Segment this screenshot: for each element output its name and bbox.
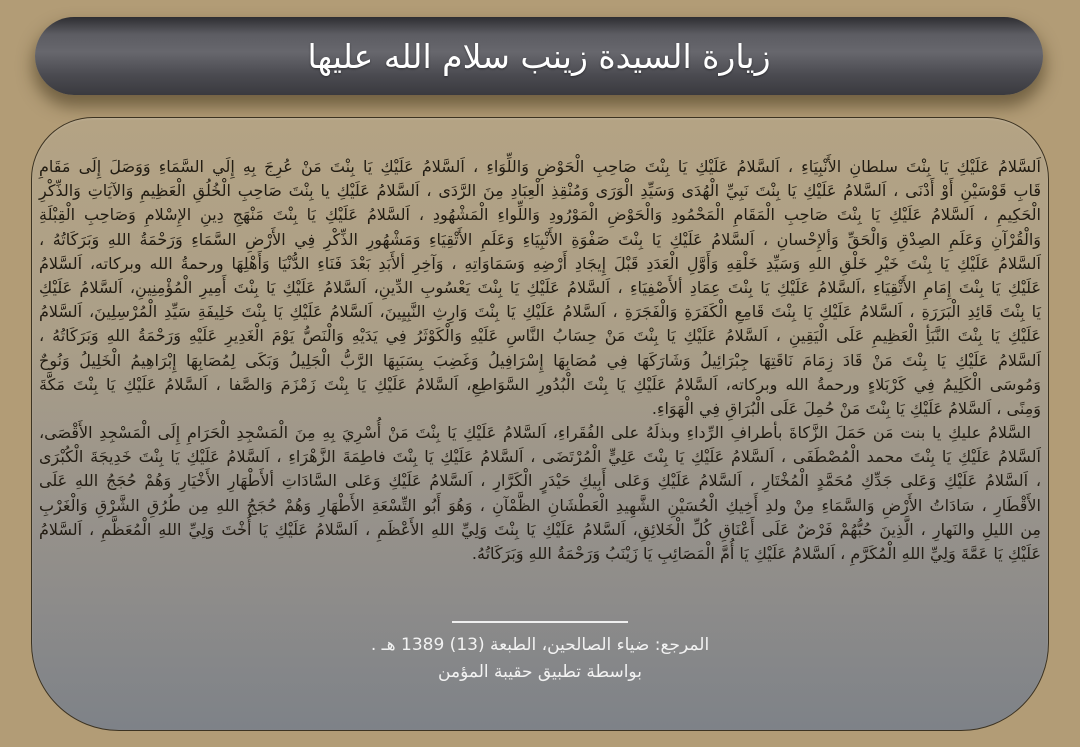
text-line: مِن الليلِ والنَهارِ ، الَّذِينَ حُبُّهُمْ فَرْضٌ عَلَى أَعْنَاقِ كُلِّ الْخَلائِقِ، اَلسَّلامُ عَلَيْكِ يَا بِنْتَ وَلِيِّ اللهِ الأَعْظَمِ ، اَلسَّلامُ عَلَيْكِ يَا أُخْتَ وَلِيِّ اللهِ الْمُعَظَّمِ ، اَلسَّلامُ	[39, 519, 1041, 539]
text-line: الأَقْطَارِ ، سَادَاتُ الأَرْضِ وَالسَّمَاءِ مِنْ ولدِ أَخِيكِ الْحُسَيْنِ الشَّهِيدِ الْعَطْشَانِ الظَّمْآنِ ، وَهُوَ أَبُو التِّسْعَةِ الأَطْهَارِ وَهُمْ حُجَجُ اللهِ مِن طُرُقِ الشَّرْقِ وَالْغَرْبِ	[39, 495, 1041, 515]
text-line: اَلسَّلامُ عَلَيْكِ يَا بِنْتَ محمد الْمُصْطَفَى ، اَلسَّلامُ عَلَيْكِ يَا بِنْتَ عَلِيٍّ الْمُرْتَضَى ، اَلسَّلامُ عَلَيْكِ يَا بِنْتَ فاطِمَةَ الزَّهْرَاءِ ، اَلسَّلامُ عَلَيْكِ يَا بِنْتَ خَدِيجَةَ الْكُبْرَى	[39, 447, 1041, 467]
zyara-text-body	[32, 118, 1048, 566]
footer-divider	[452, 621, 628, 623]
text-line: عَلَيْكِ يَا بِنْتَ النَّبَأِ الْعَظِيمِ عَلَى الْيَقِينِ ، اَلسَّلامُ عَلَيْكِ يَا بِنْتَ مَنْ حِسَابُ النَّاسِ عَلَيْهِ وَالْكَوْثَرُ فِي يَدَيْهِ وَالْنَصُّ يَوْمَ الْغَدِيرِ عَلَيْهِ وَرَحْمَةُ اللهِ وَبَرَكَاتُهُ ،	[39, 326, 1041, 346]
text-line: عَلَيْكِ يَا بِنْتَ إِمَامِ الأَتْقِيَاءِ ،اَلسَّلامُ عَلَيْكِ يَا بِنْتَ عِمَادِ ألأَصْفِيَاءِ ، اَلسَّلامُ عَلَيْكِ يَا بِنْتَ يَعْسُوبِ الدِّينِ، اَلسَّلامُ عَلَيْكِ يَا بِنْتَ أَمِيرِ الْمُؤْمِنِينِ، اَلسَّلامُ عَلَيْكِ	[39, 277, 1041, 297]
text-line: قَابِ قَوْسَيْنِ أَوْ أَدْنَى ، اَلسَّلامُ عَلَيْكِ يَا بِنْتَ نَبِيِّ الْهُدَى وَسَيِّدِ الْوَرَى وَمُنْقِذِ الْعِبَادِ مِنَ الرَّدَى ، اَلسَّلامُ عَلَيْكِ يا بِنْتَ صَاحِبِ الْخُلُقِ الْعَظِيمِ وَالآيَاتِ وَالذِّكْرِ	[39, 181, 1041, 201]
page-title: زيارة السيدة زينب سلام الله عليها	[307, 36, 771, 76]
text-line: وَالْقُرْآنِ وَعَلَمِ الصِدْقِ وَالْحَقِّ وَألإِحْسانِ ، اَلسَّلامُ عَلَيْكِ يَا بِنْتَ صَفْوَةِ الأَنْبِيَاءِ وَعَلَمِ الأَتْقِيَاءِ وَمَشْهُورِ الذِّكْرِ فِي الأَرْضِ السَّمَاءِ وَرَحْمَةُ اللهِ وَبَرَكَاتُهُ ،	[39, 229, 1041, 249]
text-line: السَّلامُ عليكِ يا بنت مَن حَمَلَ الزَّكاةَ بأطرافِ الرِّداءِ وبذلَهُ على الفُقَراءِ، اَلسَّلامُ عَلَيْكِ يَا بِنْتَ مَنْ أُسْرِيَ بِهِ مِنَ الْمَسْجِدِ الْحَرَامِ إِلَى الْمَسْجِدِ الأَقْصَى،	[39, 423, 1031, 443]
title-bar	[35, 17, 1043, 95]
text-line: الْحَكِيمِ ، اَلسَّلامُ عَلَيْكِ يَا بِنْتَ صَاحِبِ الْمَقَامِ الْمَحْمُودِ وَالْحَوْضِ الْمَوْرُودِ وَاللِّواءِ الْمَشْهُودِ ، اَلسَّلامُ عَلَيْكِ يَا بِنْتَ مَنْهَجِ دِينِ الإِسْلامِ وَصَاحِبِ الْقِبْلَةِ	[39, 205, 1041, 225]
text-line: اَلسَّلامُ عَلَيْكِ يَا بِنْتَ خَيْرِ خَلْقِ اللهِ وَسَيِّدِ خَلْقِهِ وَأَوَّلِ الْعَدَدِ قَبْلَ إِيجَادِ أَرْضِهِ وَسَمَاوَاتِهِ ، وَآخِرِ ألأَبَدِ بَعْدَ فَنَاءِ الدُّنْيَا وَأَهْلِهَا ورحمةُ الله وبركاته، اَلسَّلامُ	[39, 253, 1041, 273]
text-line: اَلسَّلامُ عَلَيْكِ يَا بِنْتَ مَنْ قَادَ زِمَامَ نَاقَتِهَا جِبْرَائِيلُ وَشَارَكَهَا فِي مُصَابِهَا إِسْرَافِيلُ وَغَضِبَ بِسَبَبِهَا الرَّبُّ الْجَلِيلُ وَبَكَى لِمُصَابِهَا إِبْرَاهِيمُ الْخَلِيلُ وَنُوحٌ	[39, 350, 1041, 370]
content-panel	[31, 117, 1049, 731]
text-line: يَا بِنْتَ قَائِدِ الْبَرَرَةِ ، اَلسَّلامُ عَلَيْكِ يَا بِنْتَ قَامِعِ الْكَفَرَةِ وَالْفَجَرَةِ ، اَلسَّلامُ عَلَيْكِ يَا بِنْتَ وَارِثِ النَّبِيِينَ، اَلسَّلامُ عَلَيْكِ يَا بِنْتَ خَلِيفَةِ سَيِّدِ الْمُرْسِلِينَ، اَلسَّلامُ	[39, 302, 1041, 322]
text-line: وَمُوسَى الْكَلِيمُ فِي كَرْبَلاءٍ ورحمةُ الله وبركاته، اَلسَّلامُ عَلَيْكِ يَا بِنْتَ الْبُدُورِ السَّوَاطِعِ، اَلسَّلامُ عَلَيْكِ يَا بِنْتَ زَمْزَمَ وَالصَّفا ، اَلسَّلامُ عَلَيْكِ يَا بِنْتَ مَكَّةَ	[39, 374, 1041, 394]
reference-text: المرجع: ضياء الصالحين، الطبعة (13) 1389 هـ .	[370, 635, 710, 656]
attribution-text: بواسطة تطبيق حقيبة المؤمن	[438, 662, 642, 683]
text-line: وَمِنًى ، اَلسَّلامُ عَلَيْكِ يَا بِنْتَ مَنْ حُمِلَ عَلَى الْبُرَاقِ فِي الْهَوَاءِ.	[651, 398, 1041, 418]
text-line: اَلسَّلامُ عَلَيْكِ يَا بِنْتَ سلطانِ الأَنْبِيَاءِ ، اَلسَّلامُ عَلَيْكِ يَا بِنْتَ صَاحِبِ الْحَوْضِ وَاللِّوَاءِ ، اَلسَّلامُ عَلَيْكِ يَا بِنْتَ مَنْ عُرِجَ بِهِ إِلَي السَّمَاءِ وَوَصَلَ إِلَى مَقَامِ	[39, 157, 1041, 176]
text-line: عَلَيْكِ يَا عَمَّةَ وَلِيِّ اللهِ الْمُكَرَّمِ ، اَلسَّلامُ عَلَيْكِ يَا أُمَّ الْمَصَائِبِ يَا زَيْنَبُ وَرَحْمَةُ اللهِ وَبَرَكَاتُهُ.	[471, 544, 1041, 563]
footer	[32, 621, 1048, 686]
text-line: ، اَلسَّلامُ عَلَيْكِ وَعَلى جَدِّكِ مُحَمَّدٍ الْمُخْتَارِ ، اَلسَّلامُ عَلَيْكِ وَعَلى أَبِيكِ حَيْدَرٍ الْكَرَّارِ ، اَلسَّلامُ عَلَيْكِ وَعَلى السَّادَاتِ ألأَطْهَارِ الأَخْيَارِ وَهُمْ حُجَجُ اللهِ عَلَى	[39, 471, 1041, 491]
